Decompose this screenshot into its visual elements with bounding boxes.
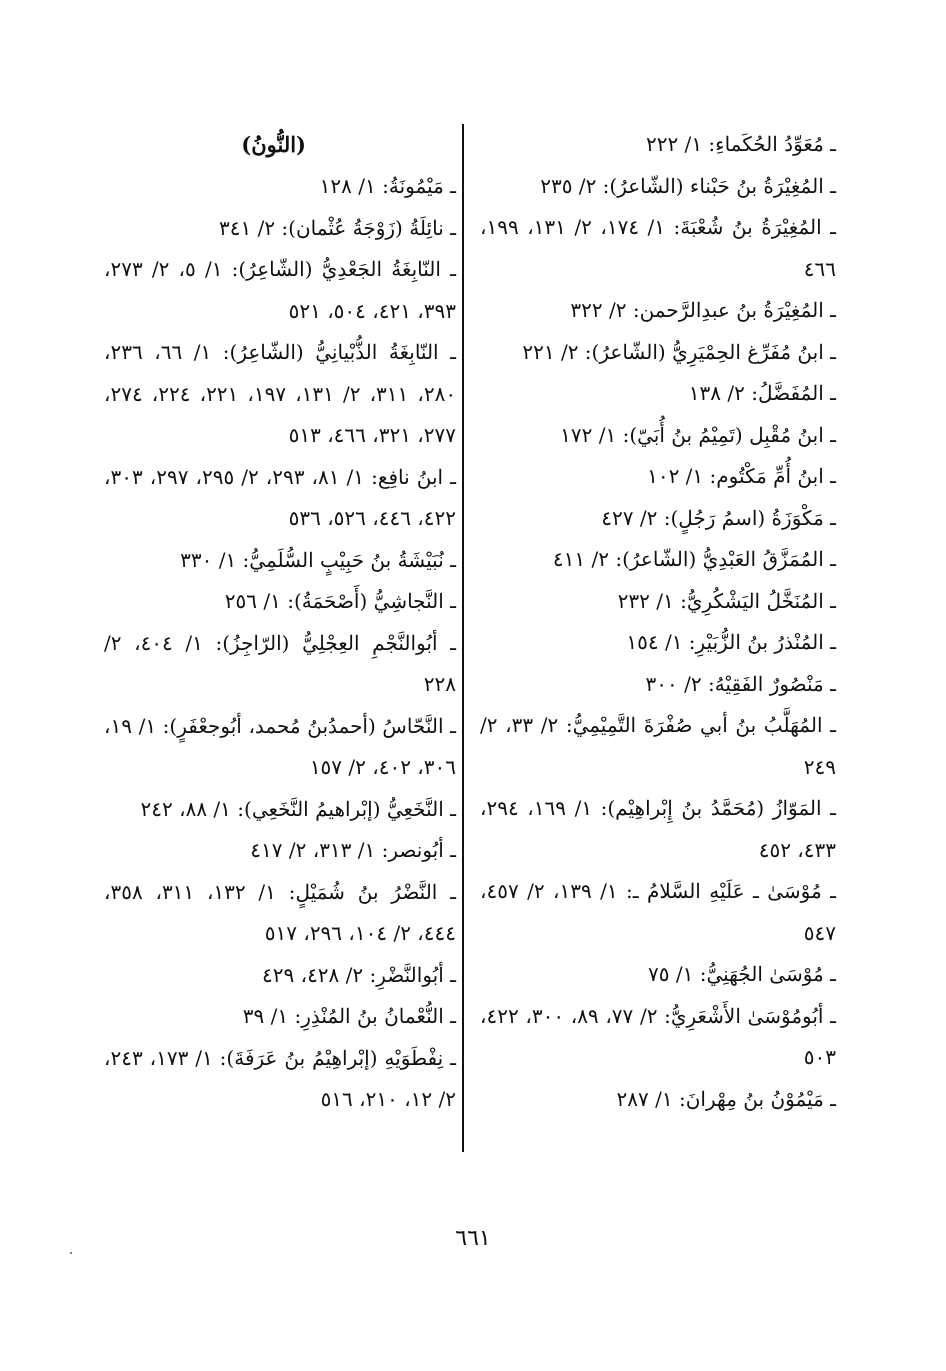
index-entry: ـ النَّجاشِيُّ (أَصْحَمَةُ): ١/ ٢٥٦ bbox=[224, 589, 456, 613]
index-entry: ـ المُمَزَّقُ العَبْدِيُّ (الشّاعرُ): ٢/ ٤١١ bbox=[552, 547, 836, 571]
index-entry: ـ المَوّازُ (مُحَمَّدُ بنُ إِبْراهِيْم): ١/ ١٦٩، ٢٩٤، ٤٣٣، ٤٥٢ bbox=[480, 796, 836, 862]
index-entry: ـ مُعَوِّدُ الحُكَماءِ: ١/ ٢٢٢ bbox=[645, 132, 836, 156]
left-column bbox=[104, 124, 456, 1121]
index-entry: ـ مُوْسَىٰ ـ عَلَيْهِ السَّلامُ ـ: ١/ ١٣٩، ٢/ ٤٥٧، ٥٤٧ bbox=[480, 879, 836, 945]
page-number: ٦٦١ bbox=[455, 1226, 491, 1251]
index-entry: ـ نِفْطَوَيْهِ (إبْراهِيْمُ بنُ عَرَفَةَ): ١/ ١٧٣، ٢٤٣، ٢/ ١٢، ٢١٠، ٥١٦ bbox=[104, 1045, 456, 1111]
index-entry: ـ المُنَخَّلُ اليَشْكُرِيُّ: ١/ ٢٣٢ bbox=[617, 588, 836, 613]
right-column bbox=[480, 124, 836, 1120]
index-entry: ـ مَنْصُورٌ الفَقِيْهُ: ٢/ ٣٠٠ bbox=[645, 671, 836, 696]
index-entry: ـ ابنُ مُقْبِل (تَمِيْمُ بنُ أُبَيّ): ١/ ١٧٢ bbox=[560, 422, 836, 447]
index-entry: ـ نائِلَةُ (زَوْجَةُ عُثْمان): ٢/ ٣٤١ bbox=[218, 215, 456, 240]
index-entry: ـ مُوْسَىٰ الجُهَنِيُّ: ١/ ٧٥ bbox=[648, 962, 836, 986]
index-entry: ـ أبُوالنَّجْمِ العِجْلِيُّ (الرّاجِزُ): ١/ ٤٠٤، ٢/ ٢٢٨ bbox=[104, 630, 456, 696]
column-divider bbox=[462, 124, 464, 1152]
index-entry: ـ مَيْمُونَةُ: ١/ ١٢٨ bbox=[319, 174, 456, 198]
index-entry: ـ المُغِيْرَةُ بنُ عبدِالرَّحمن: ٢/ ٣٢٢ bbox=[570, 298, 836, 322]
index-entry: ـ مَكْوَزَةُ (اسمُ رَجُلٍ): ٢/ ٤٢٧ bbox=[601, 505, 836, 530]
index-entry: ـ ابنُ أُمِّ مَكْتُوم: ١/ ١٠٢ bbox=[647, 464, 836, 488]
index-entry: ـ المُغِيْرَةُ بنُ شُعْبَةَ: ١/ ١٧٤، ٢/ ١٣١، ١٩٩، ٤٦٦ bbox=[480, 215, 836, 281]
index-entry: ـ أبُوالنَّضْرِ: ٢/ ٤٢٨، ٤٢٩ bbox=[262, 962, 456, 987]
index-entry: ـ ابنُ نافِع: ١/ ٨١، ٢٩٣، ٢/ ٢٩٥، ٢٩٧، ٣٠٣، ٤٢٢، ٤٤٦، ٥٢٦، ٥٣٦ bbox=[104, 464, 457, 530]
index-entry: ـ المُفَضَّلُ: ٢/ ١٣٨ bbox=[688, 381, 836, 405]
section-heading: (النُّونُ) bbox=[241, 132, 306, 157]
index-entry: ـ النُّعْمانُ بنُ المُنْذِرِ: ١/ ٣٩ bbox=[242, 1004, 456, 1028]
index-entry: ـ المُغِيْرَةُ بنُ حَبْناء (الشّاعرُ): ٢/ ٢٣٥ bbox=[540, 173, 836, 198]
index-entry: ـ ابنُ مُفَرِّغ الحِمْيَرِيُّ (الشّاعرُ): ٢/ ٢٢١ bbox=[522, 339, 836, 364]
index-entry: ـ نُبَيْشَةُ بنُ حَبِيْبٍ السُّلَمِيُّ: ١/ ٣٣٠ bbox=[180, 547, 456, 572]
index-entry: ـ النّابِغَةُ الجَعْدِيُّ (الشّاعِرُ): ١/ ٥، ٢/ ٢٧٣، ٣٩٣، ٤٢١، ٥٠٤، ٥٢١ bbox=[104, 257, 456, 323]
index-entry: ـ النَّخَعِيُّ (إبْراهيمُ النَّخَعِي): ١/ ٨٨، ٢٤٢ bbox=[140, 796, 456, 821]
index-entry: ـ النّابِغَةُ الذُّبْيانِيُّ (الشّاعِرُ): ١/ ٦٦، ٢٣٦، ٢٨٠، ٣١١، ٢/ ١٣١، ١٩٧، ٢٢١، ٢٢٤، ٢٧٤، ٢٧٧، ٣٢١، ٤٦٦، ٥١٣ bbox=[104, 340, 457, 447]
index-entry: ـ المُهَلَّبُ بنُ أبي صُفْرَةَ التَّمِيْمِيُّ: ٢/ ٣٣، ٢/ ٢٤٩ bbox=[480, 713, 836, 779]
index-entry: ـ النَّضْرُ بنُ شُمَيْلٍ: ١/ ١٣٢، ٣١١، ٣٥٨، ٤٤٤، ٢/ ١٠٤، ٢٩٦، ٥١٧ bbox=[104, 879, 456, 945]
index-entry: ـ مَيْمُوْنُ بنُ مِهْرانَ: ١/ ٢٨٧ bbox=[616, 1086, 836, 1111]
index-entry: ـ أبُونصر: ١/ ٣١٣، ٢/ ٤١٧ bbox=[250, 838, 456, 862]
index-entry: ـ أبُومُوْسَىٰ الأَشْعَرِيُّ: ٢/ ٧٧، ٨٩، ٣٠٠، ٤٢٢، ٥٠٣ bbox=[480, 1003, 837, 1069]
index-entry: ـ المُنْذرُ بنُ الزُّبَيْرِ: ١/ ١٥٤ bbox=[626, 630, 836, 654]
scan-speck bbox=[70, 1252, 72, 1254]
index-entry: ـ النَّحّاسُ (أحمدُبنُ مُحمد، أبُوجعْفَرٍ): ١/ ١٩، ٣٠٦، ٤٠٢، ٢/ ١٥٧ bbox=[104, 713, 456, 779]
